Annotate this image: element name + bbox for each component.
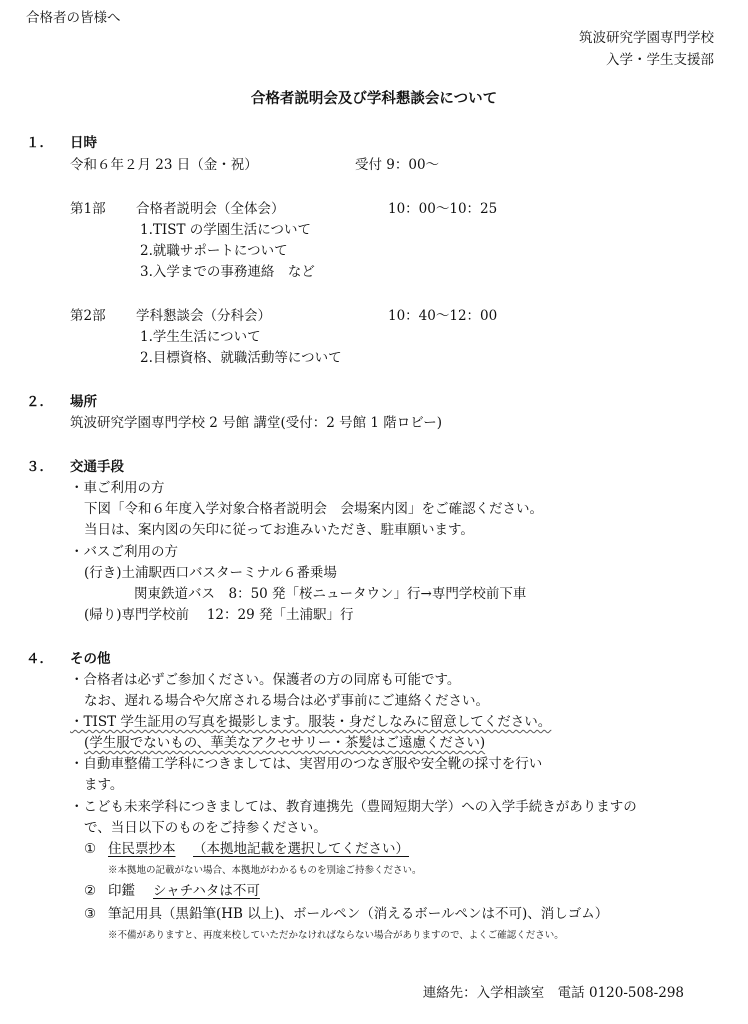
car-line: 下図「令和６年度入学対象合格者説明会 会場案内図」をご確認ください。 [84, 501, 543, 517]
part2-item: 1.学生生活について [140, 329, 261, 345]
event-date: 令和６年２月 23 日（金・祝） [70, 157, 258, 173]
notice-line: ・合格者は必ずご参加ください。保護者の方の同席も可能です。 [70, 672, 461, 688]
bus-line: (行き)土浦駅西口バスターミナル６番乗場 [84, 565, 337, 581]
sender-dept: 入学・学生支援部 [606, 52, 714, 68]
notice-line: で、当日以下のものをご持参ください。 [84, 820, 327, 836]
sec4-number: ４． [26, 651, 53, 667]
notice-line: なお、遅れる場合や欠席される場合は必ず事前にご連絡ください。 [84, 693, 489, 709]
notice-line: ・自動車整備工学科につきましては、実習用のつなぎ服や安全靴の採寸を行い [70, 756, 543, 772]
part1-item: 3.入学までの事務連絡 など [140, 264, 315, 280]
item-note: （本拠地記載を選択してください） [193, 841, 409, 857]
notice-line: ・こども未来学科につきましては、教育連携先（豊岡短期大学）への入学手続きがありますの [70, 799, 637, 815]
part1-label: 第1部 [70, 201, 106, 217]
part2-time: 10：40～12：00 [388, 308, 498, 324]
car-line: 当日は、案内図の矢印に従ってお進みいただき、駐車願います。 [84, 522, 474, 538]
sec3-number: ３． [26, 459, 53, 475]
item-mark: ① [84, 841, 97, 857]
item-mark: ② [84, 883, 97, 899]
notice-line: ます。 [84, 777, 124, 793]
part1-time: 10：00～10：25 [388, 201, 498, 217]
photo-notice: (学生服でないもの、華美なアクセサリー・茶髪はご遠慮ください) [84, 735, 486, 751]
item-note: シャチハタは不可 [153, 883, 260, 899]
greeting: 合格者の皆様へ [26, 10, 121, 26]
bus-line: (帰り)専門学校前 12：29 発「土浦駅」行 [84, 607, 354, 623]
sender-school: 筑波研究学園専門学校 [579, 30, 714, 46]
reception-time: 受付 9：00～ [355, 157, 440, 173]
part2-label: 第2部 [70, 308, 106, 324]
sec1-heading: 日時 [70, 135, 97, 151]
sec2-heading: 場所 [70, 394, 97, 410]
sec1-number: １． [26, 135, 53, 151]
car-title: ・車ご利用の方 [70, 480, 165, 496]
part1-name: 合格者説明会（全体会） [136, 201, 285, 217]
item-mark: ③ [84, 906, 97, 922]
venue: 筑波研究学園専門学校 2 号館 講堂(受付：2 号館 1 階ロビー) [70, 415, 443, 431]
photo-notice: ・TIST 学生証用の写真を撮影します。服装・身だしなみに留意してください。 [70, 714, 552, 730]
sec4-heading: その他 [70, 651, 111, 667]
part2-item: 2.目標資格、就職活動等について [140, 350, 342, 366]
bus-line: 関東鉄道バス 8：50 発「桜ニュータウン」行→専門学校前下車 [134, 586, 527, 602]
item-seal: 印鑑 [108, 883, 135, 899]
sec2-number: ２． [26, 394, 53, 410]
contact-info: 連絡先：入学相談室 電話 0120-508-298 [422, 985, 684, 1001]
part1-item: 2.就職サポートについて [140, 243, 288, 259]
footnote: ※不備がありますと、再度来校していただかなければならない場合がありますので、よくご確認ください。 [108, 930, 564, 941]
item-stationery: 筆記用具（黒鉛筆(HB 以上)、ボールペン（消えるボールペンは不可)、消しゴム） [108, 906, 609, 922]
part2-name: 学科懇談会（分科会） [136, 308, 271, 324]
part1-item: 1.TIST の学園生活について [140, 222, 311, 238]
footnote: ※本拠地の記載がない場合、本拠地がわかるものを別途ご持参ください。 [108, 865, 422, 876]
sec3-heading: 交通手段 [70, 459, 124, 475]
page-title: 合格者説明会及び学科懇談会について [250, 90, 498, 107]
item-resident-record: 住民票抄本 [108, 841, 176, 857]
bus-title: ・バスご利用の方 [70, 544, 178, 560]
